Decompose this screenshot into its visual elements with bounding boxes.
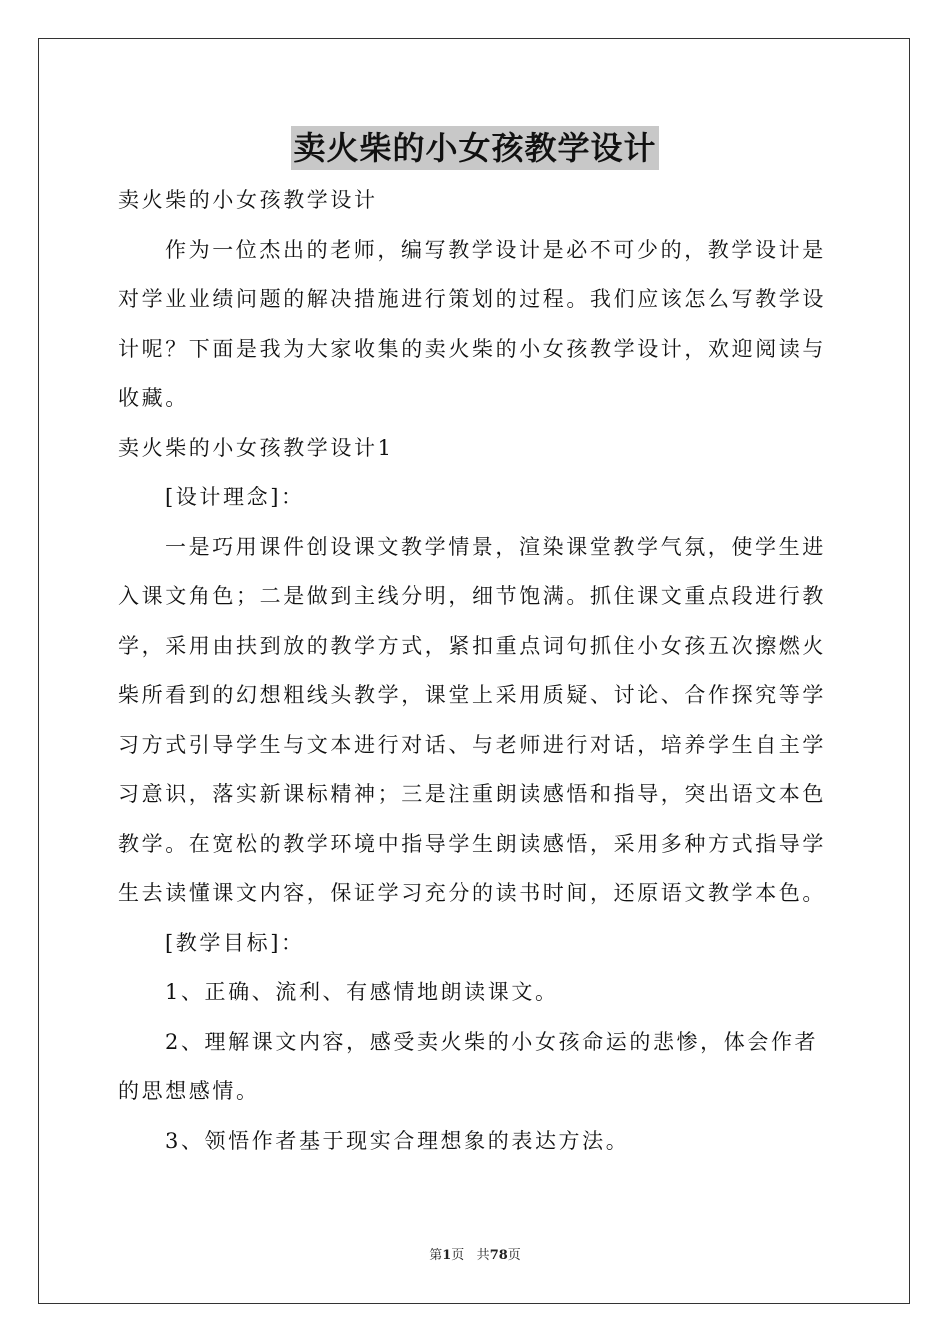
total-suffix: 页 xyxy=(507,1248,521,1263)
total-prefix: 共 xyxy=(476,1248,490,1263)
title-container xyxy=(0,126,950,170)
document-title: 卖火柴的小女孩教学设计 xyxy=(291,126,658,170)
goal-item: 3、领悟作者基于现实合理想象的表达方法。 xyxy=(165,1128,630,1153)
section-heading: 卖火柴的小女孩教学设计1 xyxy=(118,435,394,460)
goals-label: [教学目标]： xyxy=(165,930,305,955)
goal-item: 1、正确、流利、有感情地朗读课文。 xyxy=(165,980,559,1004)
page-prefix: 第 xyxy=(429,1248,443,1263)
document-body xyxy=(118,176,834,1166)
total-pages: 78 xyxy=(489,1248,508,1263)
concept-paragraph: 一是巧用课件创设课文教学情景，渲染课堂教学气氛，使学生进入课文角色；二是做到主线分明，细节饱满。抓住课文重点段进行教学，采用由扶到放的教学方式，紧扣重点词句抓住小女孩五次擦燃火柴所看到的幻想粗线头教学，课堂上采用质疑、讨论、合作探究等学习方式引导学生与文本进行对话、与老师进行对话，培养学生自主学习意识，落实新课标精神；三是注重朗读感悟和指导，突出语文本色教学。在宽松的教学环境中指导学生朗读感悟，采用多种方式指导学生去读懂课文内容，保证学习充分的读书时间，还原语文教学本色。 xyxy=(118,534,826,905)
page-suffix: 页 xyxy=(451,1248,465,1263)
intro-paragraph: 作为一位杰出的老师，编写教学设计是必不可少的，教学设计是对学业业绩问题的解决措施进行策划的过程。我们应该怎么写教学设计呢？下面是我为大家收集的卖火柴的小女孩教学设计，欢迎阅读与收藏。 xyxy=(118,237,826,410)
page-number: 1 xyxy=(442,1248,452,1263)
page-footer xyxy=(0,1244,950,1263)
subtitle: 卖火柴的小女孩教学设计 xyxy=(118,188,378,212)
goal-item: 2、理解课文内容，感受卖火柴的小女孩命运的悲惨，体会作者的思想感情。 xyxy=(118,1029,819,1103)
concept-label: [设计理念]： xyxy=(165,485,305,509)
